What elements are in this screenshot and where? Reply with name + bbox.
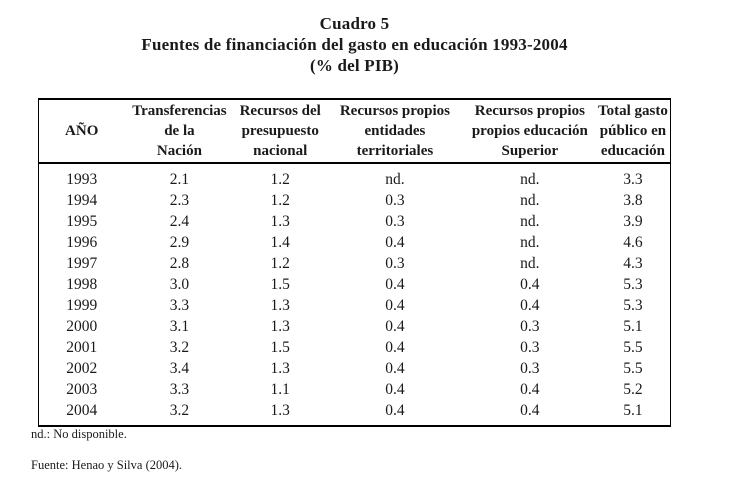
table-header xyxy=(39,99,671,163)
column-header-total-gasto-publico-educacion xyxy=(596,99,671,163)
column-header-line: Recursos del xyxy=(239,103,321,119)
table-cell: 0.3 xyxy=(520,338,540,356)
table-cell: 2.9 xyxy=(169,233,190,251)
table-cell: 0.4 xyxy=(520,380,540,398)
table-row xyxy=(39,211,671,232)
table-row xyxy=(39,190,671,211)
table-cell: 0.4 xyxy=(520,401,540,419)
table-cell: 3.1 xyxy=(169,317,190,335)
table-cell: 0.4 xyxy=(385,359,405,377)
table-cell: nd. xyxy=(520,254,540,272)
table-cell: 0.4 xyxy=(385,401,405,419)
table-cell: 2004 xyxy=(66,401,98,419)
table-cell: 0.3 xyxy=(385,191,405,209)
column-header-line: Transferencias xyxy=(132,103,227,119)
table-header-row xyxy=(39,99,671,163)
table-title: Fuentes de financiación del gasto en educación 1993-2004 xyxy=(141,35,568,54)
column-header-transferencias-nacion xyxy=(124,99,234,163)
table-cell: nd. xyxy=(520,212,540,230)
column-header-line: público en xyxy=(599,123,667,139)
table-cell: 1.3 xyxy=(270,317,290,335)
table-cell: 1993 xyxy=(66,170,98,188)
table-cell: 3.0 xyxy=(169,275,190,293)
column-header-line: Nación xyxy=(156,143,202,159)
table-cell: 1.2 xyxy=(270,254,290,272)
column-header-ano xyxy=(39,99,125,163)
table-cell: 1.5 xyxy=(270,275,290,293)
table-cell: 1.3 xyxy=(270,212,290,230)
table-row xyxy=(39,316,671,337)
column-header-line: de la xyxy=(164,123,195,139)
table-cell: 1.3 xyxy=(270,401,290,419)
table-cell: 0.4 xyxy=(385,275,405,293)
column-header-line: nacional xyxy=(253,143,308,159)
table-cell: 1.2 xyxy=(270,191,290,209)
table-cell: 2003 xyxy=(66,380,98,398)
table-row xyxy=(39,358,671,379)
table-title-block xyxy=(38,13,671,76)
table-cell: nd. xyxy=(385,170,405,188)
table-cell: 1995 xyxy=(66,212,98,230)
table-cell: 5.3 xyxy=(623,296,643,314)
column-header-line: Superior xyxy=(501,143,559,159)
table-cell: 0.4 xyxy=(385,233,405,251)
table-cell: 0.3 xyxy=(385,212,405,230)
table-cell: 1.3 xyxy=(270,359,290,377)
table-cell: 5.5 xyxy=(623,338,643,356)
table-cell: 0.4 xyxy=(385,317,405,335)
table-row xyxy=(39,274,671,295)
table-cell: 1999 xyxy=(66,296,98,314)
table-cell: 5.1 xyxy=(623,317,643,335)
table-cell: 1.2 xyxy=(270,170,290,188)
table-cell: 3.3 xyxy=(623,170,643,188)
table-row xyxy=(39,253,671,274)
table-cell: 5.1 xyxy=(623,401,643,419)
table-cell: 1998 xyxy=(66,275,98,293)
table-cell: 3.2 xyxy=(169,401,190,419)
table-cell: 0.4 xyxy=(520,296,540,314)
column-header-recursos-propios-educacion-superior xyxy=(464,99,596,163)
column-header-line: entidades xyxy=(364,123,426,139)
table-cell: 5.5 xyxy=(623,359,643,377)
table-cell: 4.3 xyxy=(623,254,643,272)
table-cell: 3.8 xyxy=(623,191,643,209)
table-cell: 0.4 xyxy=(385,338,405,356)
table-row xyxy=(39,232,671,253)
table-cell: 0.4 xyxy=(385,380,405,398)
table-cell: 2.8 xyxy=(169,254,190,272)
column-header-line: AÑO xyxy=(65,123,99,139)
table-cell: nd. xyxy=(520,191,540,209)
column-header-recursos-presupuesto-nacional xyxy=(234,99,326,163)
financing-sources-table xyxy=(38,98,671,427)
table-cell: 2002 xyxy=(66,359,98,377)
column-header-line: presupuesto xyxy=(241,123,319,139)
column-header-line: Recursos propios xyxy=(474,103,585,119)
table-cell: 0.3 xyxy=(520,359,540,377)
table-cell: 0.3 xyxy=(520,317,540,335)
table-cell: 5.3 xyxy=(623,275,643,293)
table-cell: 2.3 xyxy=(169,191,190,209)
table-cell: 1.1 xyxy=(270,380,290,398)
table-cell: nd. xyxy=(520,170,540,188)
table-cell: 2000 xyxy=(66,317,98,335)
column-header-line: propios educación xyxy=(471,123,588,139)
table-cell: 1996 xyxy=(66,233,98,251)
table-cell: 1994 xyxy=(66,191,98,209)
table-cell: 4.6 xyxy=(623,233,643,251)
table-cell: 3.3 xyxy=(169,296,190,314)
table-cell: 3.9 xyxy=(623,212,643,230)
column-header-line: educación xyxy=(600,143,666,159)
column-header-line: territoriales xyxy=(356,143,434,159)
table-number: Cuadro 5 xyxy=(319,14,390,33)
table-cell: 3.3 xyxy=(169,380,190,398)
table-cell: 1.4 xyxy=(270,233,290,251)
table-cell: 1997 xyxy=(66,254,98,272)
table-row xyxy=(39,295,671,316)
footnote-nd: nd.: No disponible. xyxy=(31,427,127,441)
footnote-source: Fuente: Henao y Silva (2004). xyxy=(31,458,183,472)
table-cell: 0.4 xyxy=(385,296,405,314)
table-cell: 2.4 xyxy=(169,212,190,230)
table-cell: nd. xyxy=(520,233,540,251)
column-header-recursos-propios-entidades-territoriales xyxy=(326,99,464,163)
table-subtitle: (% del PIB) xyxy=(309,56,400,75)
table-cell: 2001 xyxy=(66,338,98,356)
table-cell: 1.3 xyxy=(270,296,290,314)
table-row xyxy=(39,400,671,426)
table-cell: 3.2 xyxy=(169,338,190,356)
table-cell: 2.1 xyxy=(169,170,190,188)
column-header-line: Recursos propios xyxy=(339,103,450,119)
table-row xyxy=(39,337,671,358)
table-row xyxy=(39,163,671,190)
table-row xyxy=(39,379,671,400)
table-cell: 0.3 xyxy=(385,254,405,272)
table-cell: 3.4 xyxy=(169,359,190,377)
table-body xyxy=(39,163,671,426)
column-header-line: Total gasto xyxy=(598,103,668,119)
table-cell: 0.4 xyxy=(520,275,540,293)
table-cell: 1.5 xyxy=(270,338,290,356)
table-cell: 5.2 xyxy=(623,380,643,398)
